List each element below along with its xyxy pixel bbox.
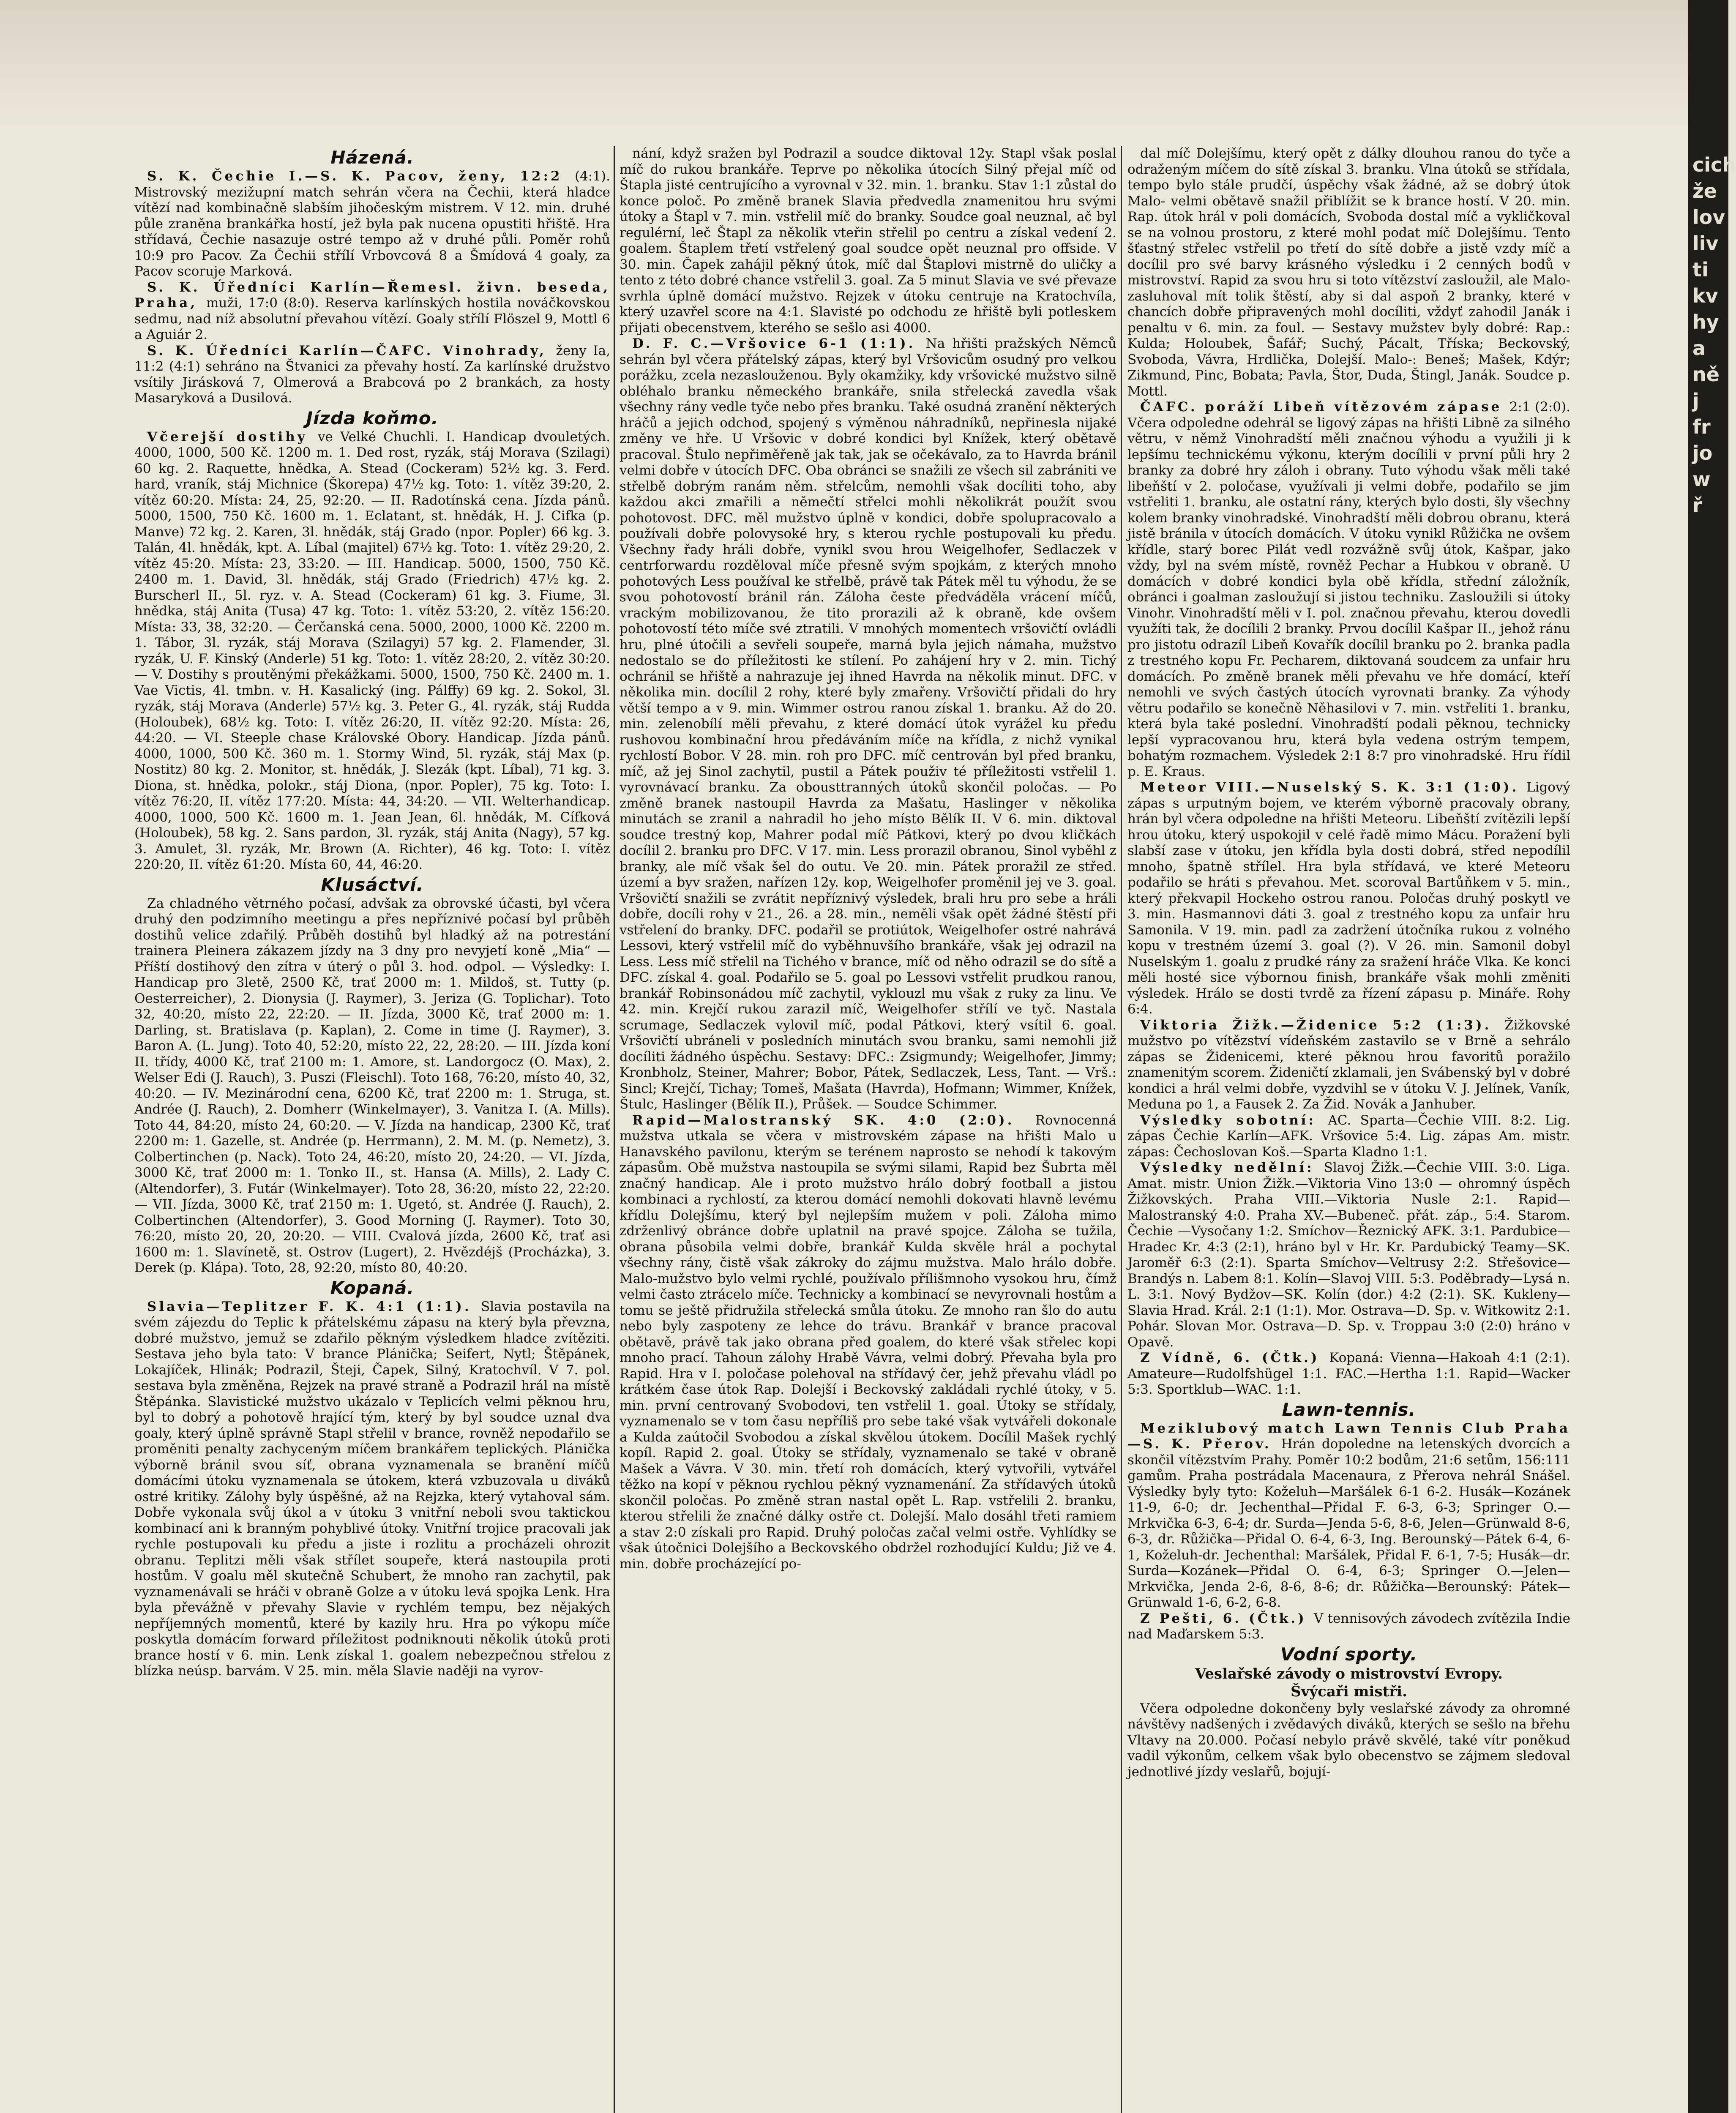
column-rule xyxy=(1121,146,1122,2113)
subheading: Švýcaři mistři. xyxy=(1291,1683,1407,1700)
article-paragraph xyxy=(1127,1701,1570,1780)
article-paragraph xyxy=(1127,1018,1570,1113)
column-3 xyxy=(1127,146,1570,2113)
paragraph-lead: Z Vídně, 6. (Čtk.) xyxy=(1140,1350,1329,1365)
paragraph-body: nání, když sražen byl Podrazil a soudce diktoval 12y. Stapl však poslal míč do rukou brankáře. Teprve po několika útocích Silný přejal míč od Štapla jisté centrujícího a vyrovnal v 32. min. 1. branku. Stav 1:1 zůstal do konce poloč. Po změně branek Slavia předvedla znamenitou hru svými útoky a Štapl v 7. min. vstřelil míč do branky. Soudce goal neuznal, ač byl regulérní, leč Štapl za několik vteřin střelil po centru a získal vedení 2. goalem. Štaplem třetí vstřelený goal soudce opět neuznal pro offside. V 30. min. Čapek zahájil pěkný útok, míč dal Štaplovi mistrně do uličky a tento z této dobré chance vstřelil 3. goal. Za 5 minut Slavia ve své převaze svrhla úplně domácí mužstvo. Rejzek v útoku centruje na Kratochvíla, který uzavřel score na 4:1. Slavisté po odchodu ze hřiště byli potleskem přijati obecenstvem, kterého se sešlo asi 4000. xyxy=(620,146,1116,336)
edge-fragment: ř xyxy=(1692,494,1702,517)
article-paragraph xyxy=(620,1113,1116,1572)
paragraph-lead: S. K. Úředníci Karlín—Řemesl. živn. beseda, Praha, xyxy=(134,279,610,311)
paragraph-body: Slavia postavila na svém zájezdu do Teplic k přátelskému zápasu na který byla převzna, dobré mužstvo, jemuž se zdařilo pěkným výsledkem hladce zvítěziti. Sestava jeho byla tato: V brance Plánička; Seifert, Nytl; Štěpánek, Lokajíček, Hlinák; Podrazil, Šteji, Čapek, Silný, Kratochvíl. V 7. pol. sestava byla změněna, Rejzek na pravé straně a Podrazil hrál na místě Štěpánka. Slavistické mužstvo ukázalo v Teplicích velmi pěknou hru, byl to dobrý a pohotově hrající tým, který by byl soudce uznal dva goaly, který úplně správně Stapl střelil v brance, rovněž nepodařilo se proměniti penalty zachyceným míčem brankářem teplických. Plánička výborně bránil svou síť, obrana vyznamenala se branění míčů domácími útoku vyznamenala se útokem, která vzbuzovala u diváků ostré kritiky. Zálohy byly úspěšné, až na Rejzka, který vytahoval sám. Dobře vykonala svůj úkol a v útoku 3 vnitřní neboli svou taktickou kombinací ani k branným pohyblivé útoky. Vnitřní trojice pracovali jak rychle postupovali ku předu a jiste i rozlitu a procházeli ohrozit obranu. Teplitzi měli však střílet soupeře, která nastoupila proti hostům. V goalu měl skutečně Schubert, že mnoho ran zachytil, pak vyznamenávali se hráči v obraně Golze a v útoku levá spojka Lenk. Hra byla převážně v převahy Slavie v rychlém tempu, bez nějakých nepříjemných momentů, které by kazily hru. Hra po výkopu míče poskytla domácím forward příležitost podniknouti několik útoků proti brance hostí v 6. min. Lenk získal 1. goalem nebezpečnou střelou z blízka neúsp. barvám. V 25. min. měla Slavie naději na vyrov- xyxy=(134,1299,610,1679)
section-heading: Klusáctví. xyxy=(321,874,424,895)
edge-fragment: cich xyxy=(1692,153,1736,176)
paragraph-body: Rovnocenná mužstva utkala se včera v mistrovském zápase na hřišti Malo u Hanavského pavilonu, kterým se terénem naprosto se nehodí k takovým zápasům. Obě mužstva nastoupila se svými silami, Rapid bez Šubrta měl značný handicap. Ale i proto mužstvo hrálo dobrý football a jistou kombinaci a rychlostí, za kterou domácí nemohli dokovati hlavně levému křídlu Dolejšímu, který byl nejlepším mužem v poli. Záloha mimo zdrženlivý obránce dobře uplatnil na pravé spojce. Záloha se tužila, obrana působila velmi dobře, brankář Kulda skvěle hrál a pochytal všechny rány, čistě však zákroky do zájmu mužstva. Malo hrálo dobře. Malo-mužstvo bylo velmi rychlé, používalo přílišmnoho vysokou hru, čímž velmi často ztrácelo míče. Technicky a kombinací se nevyrovnali hostům a tomu se ještě přidružila střelecká smůla útoku. Ze mnoho ran šlo do autu nebo byly zaspoteny ze lehce do trávu. Brankář v brance pracoval obětavě, právě tak jako obrana před goalem, do které však střelec kopi mnoho prací. Tahoun zálohy Hrabě Vávra, velmi dobrý. Převaha byla pro Rapid. Hra v I. poločase polehoval na střídavý čer, jehž převahu vládl po krátkém čase útok Rap. Dolejší i Beckovský zakládali rychlé útoky, v 5. min. první centrovaný Svobodovi, ten vstřelil 1. goal. Útoky se střídaly, vyznamenalo se v tom času nepříliš pro sebe také však vytvářeli dokonale a Kulda zaútočil Svobodou a získal skvělou útokem. Docílil Mašek rychlý kopíl. Rapid 2. goal. Útoky se střídaly, vyznamenalo se také v obraně Mašek a Vávra. V 30. min. třetí roh domácích, který vytvořili, vytvářel těžko na kopí v pěknou rychlou pěkný vyznamenání. Za střídavých útoků skončil poločas. Po změně stran nastal opět L. Rap. vstřelili 2. branku, kterou střelili že značné dálky ostře ct. Dolejší. Malo dosáhl třeti ramiem a stav 2:0 získali pro Rapid. Druhý poločas začal velmi ostře. Vyhlídky se však útočnici Dolejšího a Beckovského obdržel rozhodující Kuldu; Již ve 4. min. dobře procházející po- xyxy=(620,1112,1116,1572)
paragraph-body: dal míč Dolejšímu, který opět z dálky dlouhou ranou do tyče a odraženým míčem do sítě získal 3. branku. Vlna útoků se střídala, tempo bylo stále prudčí, úspěchy však žádné, až se dobrý útok Malo- velmi obětavě snažil přiblížit se k brance hostí. V 20. min. Rap. útok hrál v poli domácích, Svoboda dostal míč a vykličkoval se na volnou prostoru, z které mohl podat míč Dolejšímu. Tento šťastný střelec vstřelil po třetí do sítě dobře a jistě vzdy míč a docílil pro své barvy krásného výsledku i 2 cenných bodů v mistrovství. Rapid za svou hru si toto vítězství zasloužil, ale Malo- zasluhoval mít tolik štěstí, aby si dal aspoň 2 branky, které v chancích dobře připravených mohl docíliti, vždyť zahodil Janák i penaltu v 6. min. za foul. — Sestavy mužstev byly dobré: Rap.: Kulda; Holoubek, Šafář; Suchý, Pácalt, Tříska; Beckovský, Svoboda, Vávra, Hrdlička, Dolejší. Malo-: Beneš; Mašek, Kdýr; Zikmund, Pinc, Bobata; Pavla, Štor, Duda, Štingl, Janák. Soudce p. Mottl. xyxy=(1127,146,1570,399)
edge-fragment: liv xyxy=(1692,232,1719,255)
section-heading: Kopaná. xyxy=(330,1277,415,1298)
edge-fragment: jo xyxy=(1692,442,1713,464)
paragraph-lead: Výsledky nedělní: xyxy=(1140,1160,1324,1175)
article-paragraph xyxy=(134,896,610,1276)
article-paragraph xyxy=(620,146,1116,336)
edge-fragment: j xyxy=(1692,389,1699,412)
section-heading: Jízda koňmo. xyxy=(306,407,439,429)
paragraph-lead: S. K. Úředníci Karlín—ČAFC. Vinohrady, xyxy=(147,343,556,358)
paragraph-body: Žižkovské mužstvo po vítězství vídeňském zastavilo se v Brně a sehrálo zápas se Židenicemi, které pěknou hrou favoritů poražilo znamenitým scorem. Žideničtí zklamali, jen Svábenský byl v dobré kondici a hrál velmi dobře, vyzdvihl se v útoku V. J. Jelínek, Vaník, Meduna po 1, a Fausek 2. Za Žid. Novák a Janhuber. xyxy=(1127,1017,1570,1112)
article-paragraph xyxy=(1127,146,1570,399)
article-paragraph xyxy=(1127,1113,1570,1160)
paragraph-body: Kopaná: Vienna—Hakoah 4:1 (2:1). Amateure—Rudolfshügel 1:1. FAC.—Hertha 1:1. Rapid—Wacker 5:3. Sportklub—WAC. 1:1. xyxy=(1127,1350,1570,1397)
paragraph-body: V tennisových závodech zvítězila Indie nad Maďarskem 5:3. xyxy=(1127,1611,1570,1642)
paragraph-lead: ČAFC. poráží Libeň vítězovém zápase xyxy=(1140,399,1509,415)
article-paragraph xyxy=(134,280,610,343)
paragraph-body: ve Velké Chuchli. I. Handicap dvouletých. 4000, 1000, 500 Kč. 1200 m. 1. Ded rost, ryzák, stáj Morava (Szilagi) 60 kg. 2. Raquette, hnědka, A. Stead (Cockeram) 52½ kg. 3. Ferd. hard, vraník, stáj Michnice (Škorepa) 47½ kg. Toto: 1. vítěz 39:20, 2. vítěz 60:20. Místa: 24, 25, 92:20. — II. Radotínská cena. Jízda pánů. 5000, 1500, 750 Kč. 1600 m. 1. Eclatant, st. hnědák, H. J. Cifka (p. Manve) 72 kg. 2. Karen, 3l. hnědák, stáj Grado (npor. Popler) 66 kg. 3. Talán, 4l. hnědák, kpt. A. Líbal (majitel) 67½ kg. Toto: 1. vítěz 29:20, 2. vítěz 45:20. Místa: 23, 33:20. — III. Handicap. 5000, 1500, 750 Kč. 2400 m. 1. David, 3l. hnědák, stáj Grado (Friedrich) 47½ kg. 2. Burscherl II., 5l. ryz. v. A. Stead (Cockeram) 61 kg. 3. Fiume, 3l. hnědka, stáj Anita (Tusa) 47 kg. Toto: 1. vítěz 53:20, 2. vítěz 156:20. Místa: 33, 38, 32:20. — Čerčanská cena. 5000, 2000, 1000 Kč. 2200 m. 1. Tábor, 3l. ryzák, stáj Morava (Szilagyi) 57 kg. 2. Flamender, 3l. ryzák, U. F. Kinský (Anderle) 51 kg. Toto: 1. vítěz 28:20, 2. vítěz 30:20. — V. Dostihy s proutěnými překážkami. 5000, 1500, 750 Kč. 2400 m. 1. Vae Victis, 4l. tmbn. v. H. Kasalický (ing. Pálffy) 69 kg. 2. Sokol, 3l. ryzák, stáj Morava (Anderle) 57½ kg. 3. Peter G., 4l. ryzák, stáj Rudda (Holoubek), 68½ kg. Toto: I. vítěz 26:20, II. vítěz 92:20. Místa: 26, 44:20. — VI. Steeple chase Královské Obory. Handicap. Jízda pánů. 4000, 1000, 500 Kč. 360 m. 1. Stormy Wind, 5l. ryzák, stáj Max (p. Nostitz) 80 kg. 2. Monitor, st. hnědák, J. Slezák (kpt. Líbal), 71 kg. 3. Diona, st. hnědka, polokr., stáj Diona, (npor. Popler), 75 kg. Toto: I. vítěz 76:20, II. vítěz 177:20. Místa: 44, 34:20. — VII. Welterhandicap. 4000, 1000, 500 Kč. 1600 m. 1. Jean Jean, 6l. hnědák, M. Cífková (Holoubek), 58 kg. 2. Sans pardon, 3l. ryzák, stáj Anita (Nagy), 57 kg. 3. Amulet, 3l. ryzák, Mr. Brown (A. Richter), 46 kg. Toto: I. vítěz 220:20, II. vítěz 61:20. Místa 60, 44, 46:20. xyxy=(134,429,610,872)
paragraph-body: Hrán dopoledne na letenských dvorcích a skončil vítězstvím Prahy. Poměr 10:2 bodům, 21:6 setům, 156:111 gamům. Praha postrádala Macenaura, z Přerova nehrál Snášel. Výsledky byly tyto: Koželuh—Maršálek 6-1 6-2. Husák—Kozánek 11-9, 6-0; dr. Jechenthal—Přidal F. 6-3, 6-3; Springer O.—Mrkvička 6-3, 6-4; dr. Surda—Jenda 5-6, 8-6, Jelen—Grünwald 8-6, 6-3, dr. Růžička—Přidal O. 6-4, 6-3, Ing. Berounský—Pátek 6-4, 6-1, Koželuh-dr. Jechenthal: Maršálek, Přidal F. 6-1, 7-5; Husák—dr. Surda—Kozánek—Přidal O. 6-4, 6-3; Springer O.—Jelen—Mrkvička, Jenda 2-6, 8-6, 8-6; dr. Růžička—Berounský: Pátek—Grünwald 1-6, 6-2, 6-8. xyxy=(1127,1436,1570,1610)
paragraph-lead: D. F. C.—Vršovice 6-1 (1:1). xyxy=(632,336,926,351)
paragraph-body: Na hřišti pražských Němců sehrán byl včera přátelský zápas, který byl Vršovicům osudný pro velkou porážku, zcela nezaslouženou. Byly okamžiky, kdy vršovické mužstvo silně obléhalo branku německého brankáře, snila střelecká zavedla však všechny rány vedle tyče nebo přes branku. Také osudná zranění některých hráčů a jejich odchod, spojený s výměnou náhradníků, nepřinesla nijaké změny ve hře. U Vršovic v dobré kondici byl Knížek, který obětavě pracoval. Štulo nepřiměřeně jak tak, jak se očekávalo, za to Havrda bránil velmi dobře v útocích DFC. Oba obránci se snažili ze všech sil zabrániti ve střelbě dobrým ranám něm. střelcům, nemohli však docíliti toho, aby každou akci zmařili a němečtí střelci mohli několikrát použít svou pohotovost. DFC. měl mužstvo úplně v kondici, dobře spolupracovalo a používali dobře polovysoké hry, s kterou rychle postupovali ku předu. Všechny řady hráli dobře, vynikl svou hrou Weigelhofer, Sedlaczek v centrforwardu rozděloval míče přesně svým spojkám, z kterých mnoho pohotových Less používal ke střelbě, právě tak Pátek měl tu výhodu, že se svou pohotovostí bránil rán. Záloha česte předváděla vrácení míčů, vrackým mobilizovanou, že tito prorazili až k obraně, kde ovšem pohotovostí této míče své ztratili. V mnohých momentech vršovičtí ovládli hru, plné útočili a sevřeli soupeře, marná byla jejich námaha, mužstvo nedostalo se do příležitosti ke stílení. Po zahájení hry v 2. min. Tichý ochránil se hřiště a nahrazuje jej ihned Havrda na několik minut. DFC. v několika min. docílil 2 rohy, které byly zmařeny. Vršovičtí přidali do hry větší tempo a v 9. min. Wimmer ostrou ranou získal 1. branku. Až do 20. min. zelenobílí měli převahu, z které domácí útok vyrážel ku předu rushovou kombinační hrou předáváním míče na křídla, z nichž vynikal rychlostí Bobor. V 28. min. roh pro DFC. míč centrován byl před branku, míč, až jej Sinol zachytil, pustil a Pátek použiv té příležitosti vstřelil 1. vyrovnávací branku. Za obousttranných útoků skončil poločas. — Po změně branek nastoupil Havrda za Mašatu, Haslinger v několika minutách se zranil a nahradil ho jeho místo Bělík II. V 6. min. diktoval soudce trestný kop, Mahrer podal míč Pátkovi, který po dvou kličkách docílil 2. branku pro DFC. V 17. min. Less prorazil obranou, Sinol vyběhl z branky, ale míč však šel do outu. Ve 20. min. Pátek proražil ze střed. území a byv sražen, nařízen 12y. kop, Weigelhofer proměnil jej ve 3. goal. Vršovičtí snažili se zvrátit nepříznivý výsledek, brali hru pro sebe a hráli dobře, docíli rohy v 21., 26. a 28. min., neměli však opět žádné štěstí při vstřelení do branky. DFC. podařil se protiútok, Weigelhofer ostré nahrává Lessovi, který vstřelil míč do vyběhnuvšího brankáře, však jej odrazil na Less. Less míč střelil na Tichého v brance, míč od něho odrazil se do sítě a DFC. získal 4. goal. Podařilo se 5. goal po Lessovi vstřelit prudkou ranou, brankář Robinsonádou míč zachytil, vyklouzl mu však z ruky za linu. Ve 42. min. Krejčí rukou zarazil míč, Weigelhofer střílí ve tyč. Nastala scrumage, Sedlaczek vylovil míč, podal Pátkovi, který vsítil 6. goal. Vršovičtí ubráneli v posledních minutách svou branku, sami nemohli již docíliti žádného úspěchu. Sestavy: DFC.: Zsigmundy; Weigelhofer, Jimmy; Kronbholz, Steiner, Mahrer; Bobor, Pátek, Sedlaczek, Less, Tant. — Vrš.: Sincl; Krejčí, Tichay; Tomeš, Mašata (Havrda), Hofmann; Wimmer, Knížek, Štulc, Haslinger (Bělík II.), Průšek. — Soudce Schimmer. xyxy=(620,336,1116,1112)
paragraph-lead: Výsledky sobotní: xyxy=(1140,1112,1328,1128)
article-paragraph xyxy=(1127,1421,1570,1611)
paragraph-body: AC. Sparta—Čechie VIII. 8:2. Lig. zápas Čechie Karlín—AFK. Vršovice 5:4. Lig. zápas Am. mistr. zápas: Čechoslovan Koš.—Sparta Kladno 1:1. xyxy=(1127,1112,1570,1160)
paragraph-body: Za chladného větrného počasí, advšak za obrovské účasti, byl včera druhý den podzimního meetingu a přes nepříznivé počasí byl průběh dostihů velice zdařilý. Průběh dostihů byl hladký až na potrestání trainera Pleinera zákazem jízdy na 3 dny pro nevyjetí koně „Mia“ — Příští dostihový den zítra v úterý o půl 3. hod. odpol. — Výsledky: I. Handicap pro 3letě, 2500 Kč, trať 2000 m: 1. Mildoš, st. Tutty (p. Oesterreicher), 2. Dionysia (J. Raymer), 3. Jeriza (G. Toplichar). Toto 32, 40:20, místo 22, 22:20. — II. Jízda, 3000 Kč, trať 2000 m: 1. Darling, st. Bratislava (p. Kaplan), 2. Come in time (J. Raymer), 3. Baron A. (L. Jung). Toto 40, 52:20, místo 22, 22, 28:20. — III. Jízda koní II. třídy, 4000 Kč, trať 2100 m: 1. Amore, st. Landorgocz (O. Max), 2. Welser Edi (J. Rauch), 3. Puszi (Fleischl). Toto 168, 76:20, místo 40, 32, 40:20. — IV. Mezinárodní cena, 6200 Kč, trať 2200 m: 1. Struga, st. Andrée (J. Rauch), 2. Domherr (Winkelmayer), 3. Vanitza I. (A. Mills). Toto 44, 84:20, místo 24, 60:20. — V. Jízda na handicap, 2300 Kč, trať 2200 m: 1. Gazelle, st. Andrée (p. Herrmann), 2. M. M. (p. Nemetz), 3. Colbertinchen (p. Nack). Toto 24, 46:20, místo 20, 24:20. — VI. Jízda, 3000 Kč, trať 2000 m: 1. Tonko II., st. Hansa (A. Mills), 2. Lady C. (Altendorfer), 3. Futár (Winkelmayer). Toto 28, 36:20, místo 22, 22:20. — VII. Jízda, 3000 Kč, trať 2150 m: 1. Ugetó, st. Andrée (J. Rauch), 2. Colbertinchen (Altendorfer), 3. Good Morning (J. Raymer). Toto 30, 76:20, místo 20, 20, 20:20. — VIII. Cvalová jízda, 2600 Kč, trať asi 1600 m: 1. Slavínetě, st. Ostrov (Lugert), 2. Hvězdéjš (Procházka), 3. Derek (p. Klápa). Toto, 28, 92:20, místo 80, 40:20. xyxy=(134,895,610,1275)
article-paragraph xyxy=(1127,780,1570,1018)
edge-fragment: a xyxy=(1692,337,1706,360)
edge-fragment: ti xyxy=(1692,258,1709,281)
section-heading: Házená. xyxy=(330,147,414,168)
edge-fragment: lov xyxy=(1692,206,1725,229)
article-paragraph xyxy=(134,169,610,280)
paragraph-lead: Včerejší dostihy xyxy=(147,429,318,445)
paragraph-lead: Meziklubový match Lawn Tennis Club Praha—S. K. Přerov. xyxy=(1127,1420,1570,1452)
edge-fragment: kv xyxy=(1692,284,1718,307)
paragraph-body: Včera odpoledne dokončeny byly veslařské závody za ohromné návštěvy nadšených i zvědavých diváků, kterých se sešlo na břehu Vltavy na 20.000. Počasí nebylo právě skvělé, také vítr poněkud vadil výkonům, celkem však bylo obecenstvo se zájmem sledoval jednotlivé jízdy veslařů, bojují- xyxy=(1127,1701,1570,1780)
edge-fragment: fr xyxy=(1692,415,1711,438)
edge-fragment: ně xyxy=(1692,363,1720,386)
paragraph-body: ženy Ia, 11:2 (4:1) sehráno na Štvanici za převahy hostí. Za karlínské družstvo vsítily Jirásková 7, Olmerová a Brabcová po 2 brankách, za hosty Masaryková a Dusilová. xyxy=(134,343,611,406)
paragraph-lead: Z Pešti, 6. (Čtk.) xyxy=(1140,1611,1314,1626)
edge-fragment: že xyxy=(1692,180,1717,202)
paragraph-body: muži, 17:0 (8:0). Reserva karlínských hostila nováčkovskou sedmu, nad níž absolutní převahou vítězí. Goaly střílí Flöszel 9, Mottl 6 a Aguiár 2. xyxy=(134,295,610,342)
page-top-margin xyxy=(0,0,1728,127)
article-paragraph xyxy=(134,343,610,407)
article-paragraph xyxy=(1127,1350,1570,1398)
paragraph-lead: Slavia—Teplitzer F. K. 4:1 (1:1). xyxy=(147,1299,481,1314)
paragraph-lead: S. K. Čechie I.—S. K. Pacov, ženy, 12:2 xyxy=(147,169,575,184)
edge-fragment: w xyxy=(1692,468,1711,491)
article-paragraph xyxy=(1127,399,1570,780)
paragraph-body: Slavoj Žižk.—Čechie VIII. 3:0. Liga. Amat. mistr. Union Žižk.—Viktoria Vino 13:0 — ohromný úspěch Žižkovských. Praha VIII.—Viktoria Nusle 2:1. Rapid—Malostranský 4:0. Praha XV.—Bubeneč. přát. záp., 5:4. Starom. Čechie —Vysočany 1:2. Smíchov—Řeznický AFK. 3:1. Pardubice—Hradec Kr. 4:3 (2:1), hráno byl v Hr. Kr. Pardubický Teamy—SK. Jaroměř 6:3 (2:1). Sparta Smíchov—Veltrusy 2:2. Střešovice—Brandýs n. Labem 8:1. Kolín—Slavoj VIII. 5:3. Poděbrady—Lysá n. L. 3:1. Nový Bydžov—SK. Kolín (dor.) 4:2 (2:1). SK. Kukleny—Slavia Hrad. Král. 2:1 (1:1). Mor. Ostrava—D. Sp. v. Witkowitz 2:1. Pohár. Slovan Mor. Ostrava—D. Sp. v. Troppau 3:0 (2:0) hráno v Opavě. xyxy=(1127,1160,1570,1350)
article-paragraph xyxy=(134,1299,610,1679)
paragraph-lead: Viktoria Žižk.—Židenice 5:2 (1:3). xyxy=(1140,1017,1505,1033)
column-rule xyxy=(614,146,615,2113)
section-heading: Vodní sporty. xyxy=(1280,1643,1418,1665)
paragraph-lead: Rapid—Malostranský SK. 4:0 (2:0). xyxy=(632,1112,1035,1128)
article-paragraph xyxy=(620,336,1116,1113)
paragraph-body: (4:1). Mistrovský mezižupní match sehrán včera na Čechii, která hladce vítězí nad kombinačně slabším jihočeským mistrem. V 12. min. druhé půle zraněna brankářka hostí, jež byla pak nucena opustiti hřiště. Hra střídavá, Čechie nasazuje ostré tempo až v druhé půli. Poměr rohů 10:9 pro Pacov. Za Čechii střílí Vrbovcová 8 a Šmídová 4 goaly, za Pacov scoruje Marková. xyxy=(134,169,610,279)
article-paragraph xyxy=(1127,1611,1570,1643)
article-paragraph xyxy=(1127,1160,1570,1350)
column-1 xyxy=(134,146,610,2113)
paragraph-lead: Meteor VIII.—Nuselský S. K. 3:1 (1:0). xyxy=(1140,780,1526,795)
edge-fragment: hy xyxy=(1692,311,1719,333)
paragraph-body: 2:1 (2:0). Včera odpoledne odehrál se ligový zápas na hřišti Libně za silného větru, v němž Vinohradští měli značnou výhodu a využili ji k lepšímu technickému výkonu, kterým docílili v první půli hry 2 branky za dobré hry záloh i obrany. Tuto výhodu však měli také libeňští v 2. poločase, využívali ji velmi dobře, podařilo se jim vstřeliti 1. branku, ale ostatní rány, kterých bylo dosti, šly všechny kolem branky vinohradské. Vinohradští měli dobrou obranu, která jistě bránila v útocích domácích. V útoku vynikl Růžička ne ovšem křídle, starý borec Pilát vedl rozvážně svůj útok, Kašpar, jako vždy, byl na svém místě, rovněž Pechar a Hubkou v obraně. U domácích v dobré kondici byla obě křídla, střední záložník, obránci i goalman zasloužují si jistou techniku. Zasloužili si útoky Vinohr. Vinohradští měli v I. pol. značnou převahu, kterou dovedli využíti tak, že docílili 2 branky. Prvou docílil Kašpar II., jehož ránu pro jistotu odrazíl Libeň Kovařík docílil branku po 2. branka padla z trestného kopu Fr. Pecharem, diktovaná soudcem za unfair hru domácích. Po změně branek měli převahu ve hře domácí, kteří nemohli ve svých častých útocích vyrovnati branky. Za výhody větru podařilo se konečně Něhasilovi v 7. min. vstřeliti 1. branku, která byla také poslední. Vinohradští podali pěknou, technicky lepší vypracovanou hru, která byla vedena ostrým tempem, bohatým rozmachem. Výsledek 2:1 8:7 pro vinohradské. Hru řídil p. E. Kraus. xyxy=(1127,399,1570,779)
paragraph-body: Ligový zápas s urputným bojem, ve kterém výborně pracovaly obrany, hrán byl včera odpoledne na hřišti Meteoru. Libeňští zvítězili lepší hrou útoku, který uspokojil v celé řadě mimo Mácu. Poražení byli slabší zase v útoku, jen křídla byla dosti dobrá, střed nepodílil mnoho, špatně střílel. Hra byla střídavá, ve které Meteoru podařilo se hráti s převahou. Met. scoroval Bartůňkem v 5. min., který překvapil Hockeho ostrou ranou. Poločas druhý poskytl ve 3. min. Hasmannovi dáti 3. goal z trestného kopu za unfair hru Samonila. V 19. min. padl za zadržení útočníka rukou z volného kopu v trestném území 3. goal (?). V 26. min. Samonil dobyl Nuselským 1. goalu z prudké rány za sražení hráče Vlka. Ke konci měli hosté sice výbornou finish, brankáře však mohli změniti výsledek. Hrálo se dosti tvrdě za řízení zápasu p. Mináře. Rohy 6:4. xyxy=(1127,780,1570,1017)
column-2 xyxy=(620,146,1116,2113)
subheading: Veslařské závody o mistrovství Evropy. xyxy=(1195,1665,1503,1682)
article-paragraph xyxy=(134,429,610,873)
section-heading: Lawn-tennis. xyxy=(1282,1399,1416,1420)
